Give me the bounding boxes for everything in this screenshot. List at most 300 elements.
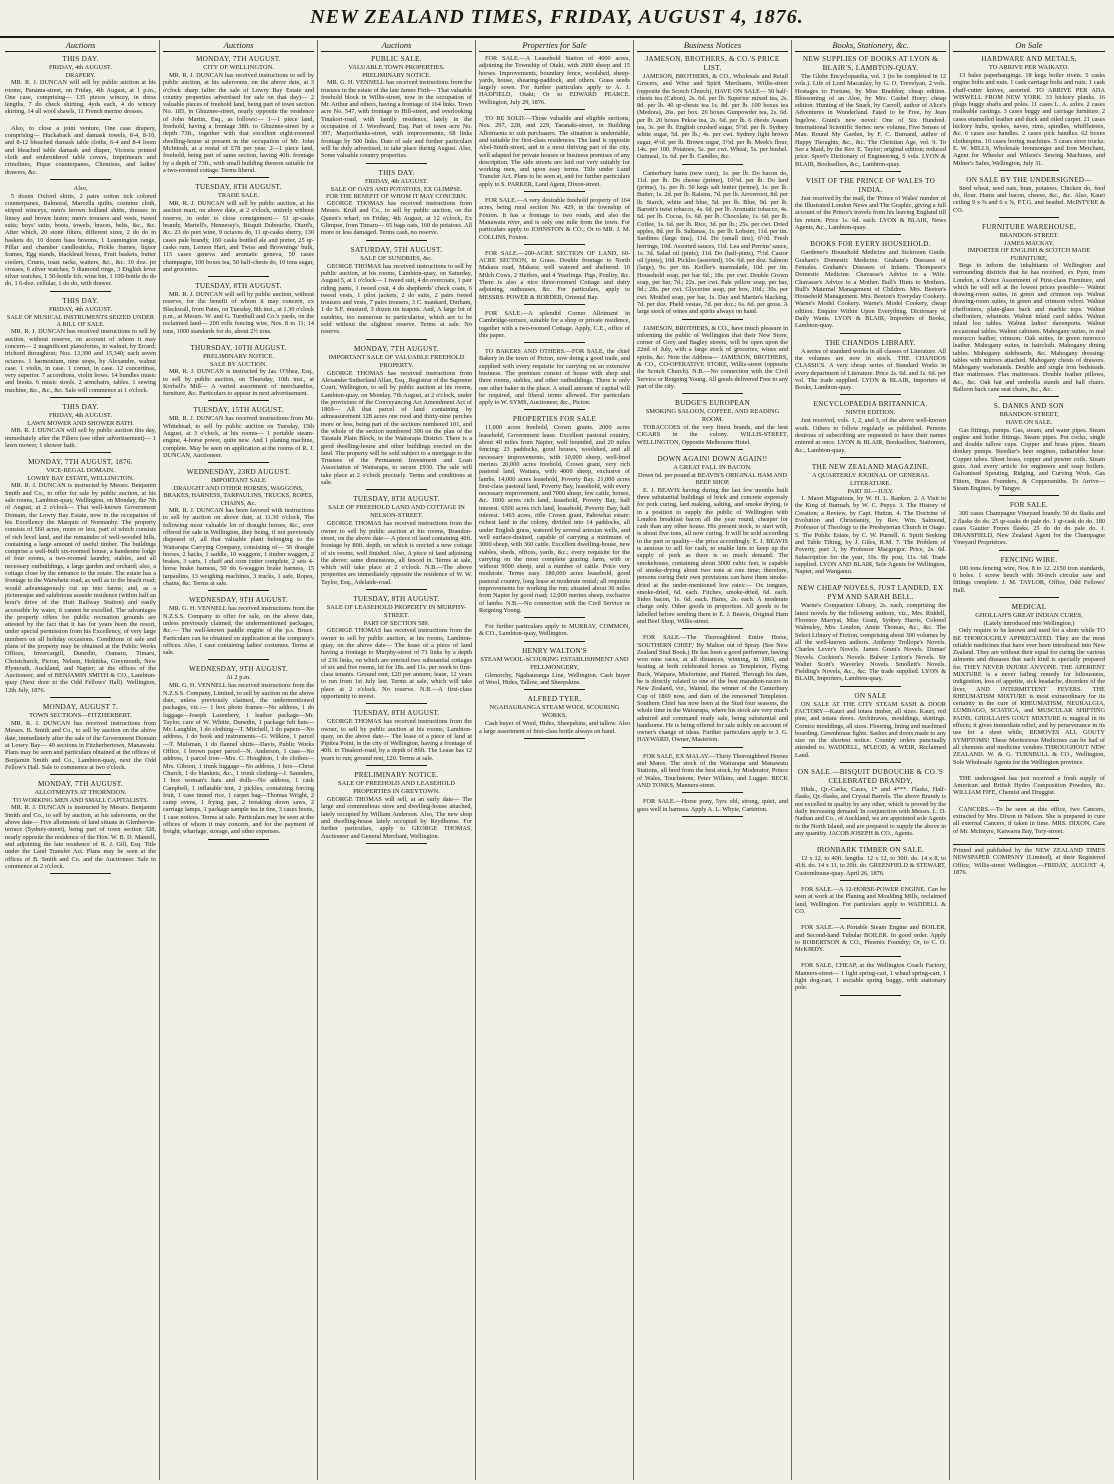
column-5	[634, 40, 792, 1480]
advertisement	[321, 55, 472, 164]
advertisement-divider	[999, 495, 1060, 496]
advertisement-title: IRONBARK TIMBER ON SALE.	[816, 846, 925, 855]
advertisement-body: CANCERS.—To be seen at this office, two Cancers, extracted by Mrs. Dixon in Nelson. She is prepared to cure all external Cancers, if taken in time. MRS. DIXON, Care of Mr. McIntyre, Kaiwarra Bay, Tory-street.	[953, 805, 1105, 835]
advertisement-divider	[840, 995, 900, 996]
advertisement	[479, 115, 630, 192]
advertisement-subtitle: FRIDAY, 4th AUGUST.	[364, 177, 429, 185]
advertisement	[795, 962, 946, 995]
advertisement-title: BOOKS FOR EVERY HOUSEHOLD.	[810, 240, 931, 249]
advertisement	[321, 771, 472, 844]
advertisement-subtitle: PRELIMINARY NOTICE.	[203, 352, 274, 360]
advertisement	[321, 495, 472, 590]
advertisement-divider	[524, 617, 584, 618]
advertisement-divider	[208, 462, 268, 463]
advertisement-divider	[208, 839, 268, 840]
advertisement	[637, 399, 788, 450]
advertisement	[479, 623, 630, 642]
advertisement-divider	[50, 697, 110, 698]
advertisement	[795, 177, 946, 235]
advertisement-divider	[840, 840, 900, 841]
advertisement-divider	[524, 244, 584, 245]
advertisement-body: FOR SALE.—A splendid Corner Allotment in Cambridge-terrace, suitable for a shop or private residence, together with a two-roomed Cottage. Apply, C.E., office of this paper.	[479, 309, 630, 339]
advertisement-divider	[524, 689, 584, 690]
column-3	[318, 40, 476, 1480]
column-heading: Business Notices	[637, 40, 788, 52]
advertisement-title: THURSDAY, 10TH AUGUST.	[190, 343, 287, 352]
advertisement	[163, 468, 314, 591]
advertisement-title: TUESDAY, 8TH AUGUST.	[195, 282, 282, 291]
advertisement-body: 1. Maori Migrations, by W. H. L. Ranken. 2. A Visit to the King of Burmah, by W. C. Pepys. 3. The History of Creation; a Review, by Capt. Hutton. 4. The Doctrine of Evolution and Christianity, by Rev. Wm. Salmond, Professor of Theology to the Presbyterian Church in Otago. 5. The Public Estate, by C. W. Purnell. 6. Spirit Seeking and Table Tilting, by J. Giles, R.M. 7. The Problem of Poverty, part 3, by Professor Macgregor. Price, 2s. 6d. Subscription for the year, 10s. By post, 11s. 6d. Trade supplied. LYON AND BLAIR, Sole Agents for Wellington, Napier, and Wanganui.	[795, 495, 946, 576]
advertisement-subtitle: SALE OF FREEHOLD LAND AND COTTAGE IN NELSON-STREET.	[328, 504, 465, 520]
advertisement	[953, 775, 1105, 801]
advertisement-subtitle: VICE-REGAL DOMAIN.	[46, 467, 115, 475]
column-2	[160, 40, 318, 1480]
advertisement-divider	[50, 291, 110, 292]
advertisement-title: HENRY WALTON'S	[522, 646, 587, 655]
advertisement	[479, 55, 630, 110]
advertisement-subtitle: SALE OF SUNDRIES, &c.	[360, 254, 433, 262]
advertisement-heading-line: JAMES MACKAY,	[1004, 240, 1054, 248]
advertisement-body: GEORGE THOMAS has received instructions from Alexander Sutherland Allan, Esq., Registrar of the Supreme Court, Wellington, to sell by public auction at his rooms, Lambton-quay, on Monday, 7th August, at 2 o'clock, under the provisions of the Conveyancing Act Amendment Act of 1869— All that parcel of land containing by admeasurement 128 acres one rood and thirty-nine perches more or less, being part of the sections numbered 101, and the whole of the section numbered 306 on the plan of the Taratahi Plain Block, in the Wairarapa District. There is a good dwelling-house and other buildings erected on the land. The property will be sold subject to a mortgage to the Trustees of the Permanent Investment and Loan Association of Wairarapa, to secure £930. The sale will take place at 2 o'clock precisely. Terms and conditions at sale.	[321, 369, 472, 487]
advertisement-divider	[999, 550, 1060, 551]
advertisement-body: MR. R. J. DUNCAN will sell by public auction at his rooms, Panama-street, on Friday, 4th August, at 1 p.m., One case, comprising— 135 pieces wincey, in dress lengths, 7 do check shirting, 4yds each, 4 do wincey skirting, 14 all wool shawls, 11 French merino dresses.	[5, 79, 156, 116]
advertisement-title: ON SALE BY THE UNDERSIGNED—	[966, 175, 1092, 184]
column-1	[2, 40, 160, 1480]
advertisement-heading-line: HAVE ON SALE.	[1005, 419, 1053, 427]
advertisement-body: MR. G. H. VENNELL has received instructions from the N.Z.S.S. Company, Limited, to sell by auction on the above date, unless previously claimed, the undermentioned packages, viz.:— 1 box photo frames—No address, 1 do luggage—Joseph Lazenbery, 1 leather package—Mr. Taylor, care of W. Whitte, Dunedin, 1 package felt hats—Mr. Laughlin, 1 do clothing—T. Mitchell, 1 do papers—No address, 1 do book and instruments—G. Wilkins, 1 parcel—T. Mulsman, 1 do flannel shirts—Davis, Public Works Office, 1 brown paper parcel—N. Anderson, 1 case—No address, 1 parcel iron—Mrs. C. Houghton, 1 do clothes—Mrs. Gibson, 1 trunk luggage—No address, 1 box—Christ Church, 1 do blankets, &c., 1 trunk clothing—J. Saunders, 1 box woman's hats and dolls—No address, 1 cask Campbell, 1 inflatable tent, 2 pickles, containing forcing fruit, 1 case tinned rice, 1 carpet bag—Thomas Wright, 2 camp ovens, 1 frying pan, 2 breaking down saws, 2 carriage lamps, 1 package sample tea in tins, 3 cases boots, 1 case notices. Terms at sale. Particulars may be seen at the offices of whom it may concern, and for the payment of freight, wharfage, storage, and other expenses.	[163, 682, 314, 836]
advertisement-body: 12 x 12, to 40ft. lengths. 12 x 12, to 30ft. do. 14 x 8, to 41ft. do. 14 x 11, to 20ft. do. GREENFIELD & STEWART, Customhouse-quay. April 26, 1876.	[795, 855, 946, 877]
advertisement-body: MR. R. J. DUNCAN will sell by public auction, at his auction mart, on above date, at 2 o'clock, entirely without reserve, in order to close consignment— 51 qr-casks brandy, Martell's, Hennessy's, Bisquit Dubouche, Otard's, &c. 23 do port wine, 9 octaves do, 11 qr-casks sherry, 130 cases pale brandy, 160 casks bottled ale and porter, 25 qr-casks rum, Lemon Hart, and Twiss and Brownings' bulk, 115 cases geneva and aromatic geneva, 50 cases champagne, 100 boxes tea, 50 half-chests do, 10 tons sugar, and groceries.	[163, 200, 314, 273]
advertisement	[479, 415, 630, 618]
advertisement-title: THE NEW ZEALAND MAGAZINE.	[811, 462, 930, 471]
advertisement	[953, 176, 1105, 218]
advertisement	[795, 400, 946, 457]
advertisement-subtitle: A QUARTERLY JOURNAL OF GENERAL LITERATURE.	[812, 471, 929, 487]
advertisement	[479, 695, 630, 739]
advertisement-title: TUESDAY, 8TH AUGUST.	[195, 183, 282, 192]
advertisement	[953, 55, 1105, 171]
advertisement-body: Only require to be known and used for a short while TO BE THOROUGHLY APPRECIATED. They are the most reliable medicines that have ever been introduced into New Zealand. They are without their equal for curing the various ailments and diseases that each kind is specially prepared for. THEY NEVER INJURE ANYONE. THE APERIENT MIXTURE is a never failing remedy for biliousness, indigestion, loss of appetite, sick headache, disorders of the liver, AND INTERMITTENT FEVERS. THE RHEUMATISM MIXTURE is most extraordinary for its certainty in the cure of RHEUMATISM, NEURALGIA, LUMBAGO, SCIATICA, and MUSCULAR SHIFTING PAINS. GHOLLAH'S GOUT MIXTURE is magical in its effects; it gives immediate relief, and by perseverance in its use for a short while, REMOVES ALL GOUTY SYMPTOMS! These Meritorious Medicines can be had of all chemists and medicine vendors THROUGHOUT NEW ZEALAND. W. & G. TURNBULL & CO., Wellington, Sole Wholesale Agents for the Wellington province.	[953, 627, 1105, 766]
advertisement	[795, 240, 946, 333]
advertisement	[795, 55, 946, 172]
advertisement-body: GEORGE THOMAS has received instructions from the owner to sell by public auction, at his rooms, Lambton-quay, on the above date— The lease of a piece of land having a frontage to Murphy-street of 71 links by a depth of 236 links, on which are erected two substantial cottages of six and five rooms, let for 18s. and 11s. per week to first-class tenants. Ground rent, £20 per annum; lease, 12 years to run from 1st July last. Terms at sale, which will take place at 2 o'clock. No reserve. N.B.—A first-class opportunity to invest.	[321, 627, 472, 700]
advertisement-heading-line: PART OF SECTION 589.	[363, 620, 430, 628]
advertisement-divider	[840, 956, 900, 957]
advertisement-body: JAMESON, BROTHERS, & CO., Wholesale and Retail Grocers, and Wine and Spirit Merchants, Willis-street (opposite the Scotch Church), HAVE ON SALE— 50 half-chests tea (Cabon), 2s. 6d. per lb. Superior mixed tea, 2s. 8d. per lb. 40 qr-chests tea 1s. 8d. per lb. 100 boxes tea (Medora), 26s. per box. 20 boxes Gunpowder tea, 2s. 6d. per lb. 20 boxes Pekoe tea, 2s. 6d. per lb. 6 chests Assam tea, 3s. per lb. English crushed sugar, 5½d. per lb. Sydney white sugar, 5d. per lb.; 4s. per cwt. Sydney light brown sugar, 4½d. per lb. Brown sugar, 3½d. per lb. Meek's flour, 14s. per 100. Potatoes, 5s. per cwt. Wheat, 5s. per bushel. Oatmeal, 1s. 6d. per lb. Candles, &c.	[637, 73, 788, 161]
advertisement-body: Also, to close a joint venture, One case drapery, comprising— Huckaback and damask towels, 8-4, 8-10, and 8-12 bleached damask table cloths, 6-4 and 8-4 loom and bleached table damask and diaper, Victoria printed cloth and embroidered table covers, Imprimeurs and crinolines, Pique counterpanes, Chemises, and ladies' drawers, &c.	[5, 124, 156, 176]
advertisement-body: Gas fittings, pumps. Gas, steam, and water pipes. Steam engine and boiler fittings. Steam pipes. Pot cocks, single and double tallow cups. Copper and brass pipes. Steam donkey pumps. Steedier's beer engines, indiarubber hose. Copper tubes. Sheet brass, copper and pewter coils. Steam guns. And every article for engineers and soap boilers. Galvanised Spouting, Ridging, and Curving Work. Gas Fitters, Brass Founders, & Coppersmiths. To Arrive—Steam Engines, by Tangye.	[953, 426, 1105, 492]
advertisement-body: GEORGE THOMAS has received instructions from the owner to sell by public auction at his rooms, Brandon-street, on the above date— A piece of land containing 40ft. frontage by 80ft. depth, on which is erected a new cottage of six rooms, well finished. Also, A piece of land adjoining the above; same dimensions, all fenced in. Terms at sale, which will take place at 2 o'clock. N.B.—The above properties are immediately opposite the residence of W. W. Taylor, Esq., Adelaide-road.	[321, 520, 472, 586]
advertisement-title: ON SALE.—BISQUIT DUBOUCHE & CO.'S CELEBRATED BRANDY,	[797, 768, 944, 786]
advertisement	[321, 709, 472, 766]
advertisement-divider	[999, 597, 1060, 598]
advertisement-divider	[840, 578, 900, 579]
advertisement-title: ENCYCLOPAEDIA BRITANNICA.	[813, 400, 928, 409]
advertisement-title: MEDICAL	[1011, 602, 1047, 611]
advertisement-title: NEW CHEAP NOVELS, JUST LANDED, EX PYM AND SARAH BELL.	[797, 584, 944, 602]
advertisement-heading-line: SALE OF MUSICAL INSTRUMENTS SEIZED UNDER A BILL OF SALE.	[6, 313, 155, 329]
advertisement	[637, 455, 788, 629]
advertisement-body: ON SALE AT THE CITY STEAM SASH & DOOR FACTORY—Kauri and totara timber, all sizes. Kauri, red pine, and totara doors. Architraves, mouldings, skirtings. Cornice mouldings, all sizes. Flooring, lining and machined boarding. Greenhouse lights. Sashes and doors made to any size on the shortest notice. Country orders punctually attended to. WADDELL, M'LEOD, & WEIR, Reclaimed Land.	[795, 700, 946, 759]
advertisement-divider	[999, 170, 1060, 171]
advertisement-subtitle: FRIDAY, 4th AUGUST.	[48, 64, 113, 71]
advertisement-subtitle: IMPORTANT SALE	[211, 477, 266, 485]
advertisement	[795, 886, 946, 919]
column-heading: On Sale	[953, 40, 1105, 52]
advertisement-title: BUDGE'S EUROPEAN	[675, 399, 750, 408]
advertisement-subtitle: SMOKING SALOON, COFFEE, AND READING ROOM.	[645, 408, 780, 424]
advertisement-divider	[524, 191, 584, 192]
advertisement	[795, 924, 946, 957]
advertisement	[479, 348, 630, 410]
advertisement-heading-line: PART III.—JULY.	[847, 487, 894, 495]
advertisement-title: HARDWARE AND METALS,	[981, 55, 1077, 63]
advertisement-subtitle: STEAM WOOL-SCOURING ESTABLISHMENT AND FELLMONGERY,	[480, 655, 629, 671]
advertisement-body: Glenorchy, Ngahauranga Line, Wellington. Cash buyer of Wool, Hides, Tallow, and Sheepskins.	[479, 671, 630, 687]
advertisement-body: MR. R. J. DUNCAN is instructed by Messrs. Benjamin Smith and Co., to offer for sale by public auction, at his sale rooms, Lambton-quay, Wellington, on Monday, the 7th of August, at 2 o'clock— That well-known Government Domain, the Lowry Bay Estate, now in the occupation of his Excellency the Marquis of Normanby. The property consists of 560 acres, more or less, part of which consists of rich level land, and the remainder of well-wooded hills, containing a large amount of useful timber. The buildings comprise a well-built six-roomed house, a handsome lodge of four rooms, a two-roomed laundry, stables, and all necessary outbuildings, a large garden and orchard; also, a cottage close by the entrance to the estate. The estate has a frontage to the Waiwhetu road, as well as to the beach road; would advantageously cut up into farms; and, as a picturesque and salubrious seaside residence (within half an hour's drive of the Hutt Railway Station) and easily accessible by water, it cannot be excelled. The advantages the property offers for public recreation grounds are attested by the fact that it has for years been the resort, under special permission from his Excellency, of very large numbers on all holiday occasions. Conditions of sale and plans of the property may be obtained at the Public Works Offices, Invercargill, Dunedin, Oamaru, Timaru, Christchurch, Picton, Nelson, Hokitika, Greymouth, New Plymouth, Auckland, and Napier; at the offices of the Auctioneer, and of BENJAMIN SMITH & CO., Lambton-quay (Next door to the Odd Fellows' Hall). Wellington, 12th July, 1876.	[5, 482, 156, 694]
advertisement-subtitle: SALE OF LEASEHOLD PROPERTY IN MURPHY-STREET.	[326, 604, 467, 620]
advertisement-heading-line: SALE OF OATS AND POTATOES, EX GLIMPSE.	[330, 185, 463, 193]
advertisement-body: Hhds., Qr.-Casks, Cases, 1* and 4***. Flasks, Half-flasks, Qr.-flasks, and Crystal Barrels. The above Brandy is not excelled in quality by any other, which is proved by the daily increasing demand. In conjunction with Messrs. L. D. Nathan and Co., of Auckland, we are appointed sole Agents in the North Island, and are prepared to supply the above in any quantity. JACOB JOSEPH & CO., Agents.	[795, 786, 946, 837]
advertisement-title: THIS DAY.	[62, 402, 99, 411]
advertisement	[163, 183, 314, 277]
advertisement-title: S. DANKS AND SON	[993, 402, 1065, 411]
advertisement	[5, 125, 156, 180]
advertisement-body: FOR SALE.—Horse pony, 5yrs old, strong, quiet, and goes well in harness. Apply A. L. Whyte, Carterton.	[637, 798, 788, 813]
advertisement	[321, 246, 472, 340]
advertisement-subtitle: ALLOTMENTS AT THORNDON.	[34, 789, 127, 797]
advertisement-subtitle: BRANDON-STREET.	[999, 232, 1059, 240]
advertisement-divider	[524, 342, 584, 343]
advertisement-divider	[208, 276, 268, 277]
column-4	[476, 40, 634, 1480]
advertisement-divider	[366, 339, 426, 340]
advertisement-body: GEORGE THOMAS has received instructions from the owner, to sell by public auction at his rooms, Lambton-quay, on the above date— The lease of a piece of land at Pipitea Point, in the city of Wellington, having a frontage of 40ft. to Tinakori-road, by a depth of 86ft. The Lease has 12 years to run; ground rent, £20. Terms at sale.	[321, 718, 472, 762]
advertisement-body: 5 dozen Oxford shirts, 2 pairs cotton tick colored counterpanes, Balmoral, Marcella quilts, costume cloth, striped winceys, men's brown holland shirts, dresses in linsey and brown lustre; men's trousers and vests, tweed suits; boys' suits, boots, towels, braces, belts, &c., &c. After which, 20 stone filters, different sizes, 2 do do in baskets do, 10 dozen bass brooms, 1 Leamington range, Pillar and chamber candlesticks, Pickle frames, liquor frames, Egg stands, blacklead boxes, Fruit baskets, butter coolers, Cruets, toast racks, waiters, &c., &c. 10 doz. jet crosses, 6 silver watches, 5 diamond rings, 3 English lever silver watches, 1 50-bottle fch. wine bin, 1 100-bottle do do do, 1 6-doz. cellular, 1 do do, with drawer.	[5, 192, 156, 288]
advertisement-body: 300 cases Champagne Vineyard brandy. 50 do flasks and 2 flasks do do. 25 qr-casks do pale do. 1 qr-cask do do. 180 cases Gautier Freres flasks. 25 do do do pale do. J. DRANSFIELD, New Zealand Agent for the Champagne Vineyard Proprietors.	[953, 510, 1105, 547]
advertisement-subtitle: TO ARRIVE PER WAIKATO.	[988, 64, 1070, 71]
advertisement-title: FOR SALE.	[1009, 501, 1049, 510]
advertisement-body: Gardener's Household Medicine and Sickroom Guide. Graham's Domestic Medicine. Graham's Diseases of Females. Graham's Diseases of Infants. Thompson's Domestic Medicine. Chavasse's Advice to a Wife. Chavasse's Advice to a Mother. Bull's Hints to Mothers. Bull's Maternal Management of Children. Mrs. Beeton's Household Management. Mrs. Beeton's Everyday Cookery. Warne's Model Cookery. Warne's Model Cookery, cheap edition. Enquire Within Upon Everything. Dictionary of Daily Wants. LYON & BLAIR, Importers of Books, Lambton-quay.	[795, 249, 946, 330]
advertisement-divider	[840, 918, 900, 919]
advertisement-heading-line: (Lately introduced into Wellington,)	[983, 619, 1075, 627]
advertisement	[321, 595, 472, 704]
advertisement-title: PUBLIC SALE.	[371, 55, 422, 63]
advertisement-divider	[208, 659, 268, 660]
column-heading: Auctions	[5, 40, 156, 52]
advertisement-title: DOWN AGAIN! DOWN AGAIN!!	[657, 455, 768, 464]
advertisement-body: 100 tons fencing wire, Nos. 8 to 12. 2150 iron standards, 6 holes. 1 screw bench with 30-inch circular saw and fittings complete. J. M. TAYLOR, Office, Odd Fellows' Hall.	[953, 564, 1105, 594]
printer-imprint: Printed and published by the NEW ZEALAND TIMES NEWSPAPER COMPANY (Limited), at their Registered Office, Willis-street Wellington.—FRIDAY, AUGUST 4, 1876.	[953, 844, 1105, 876]
advertisement-divider	[50, 397, 110, 398]
advertisement-title: MONDAY, 7TH AUGUST.	[353, 344, 440, 353]
advertisement-divider	[840, 171, 900, 172]
advertisement-body: Cash buyer of Wool, Hides, Sheepskins, and tallow. Also a large assortment of first-class bottle always on hand.	[479, 720, 630, 735]
advertisement-body: FOR SALE.—A Portable Steam Engine and BOILER, and Second-hand Tubular BOILER. In good order. Apply to ROBERTSON & CO., Phoenix Foundry; Or, to C. O. McKIRDY.	[795, 924, 946, 954]
advertisement-divider	[208, 590, 268, 591]
advertisement-heading-line: DRAPERY.	[65, 72, 96, 79]
advertisement-body: FOR SALE.—The Thoroughbred Entire Horse, 'SOUTHERN CHIEF,' By Malton out of Spray. (See New Zealand Stud Book.) He has been a good performer, having won nine races, at all distances, winning, in 1863, and beating at both celebrated horses as Templeton, Flying Buck, Waipara, Misfortune, and Hatred. Through his dam, he is directly related to one of the best marathon-racers in New Zealand, viz., Wainul, the winner of the Canterbury Cup of 1869 now, and dam of the renowned Templeton. Southern Chief has now been at the Stud four seasons, the whole time in the Wairarapa, where his stock are very much admired and command ready sale, being substantial and handsome. He is being offered for sale solely on account of owner's change of ideas. Further particulars apply to J. G. HAYWARD, Owner, Masterton.	[637, 634, 788, 744]
advertisement-heading-line: FOR THE BENEFIT OF WHOM IT MAY CONCERN.	[325, 192, 468, 200]
advertisement-divider	[366, 589, 426, 590]
advertisement-subtitle: At 2 p.m.	[226, 674, 251, 682]
advertisement-divider	[682, 319, 742, 320]
advertisement-divider	[50, 774, 110, 775]
advertisement	[795, 584, 946, 686]
advertisement-body: TO BE SOLD.—Those valuable and eligible sections, Nos. 297, 228, and 229, Taranaki-street, in Building Allotments to suit purchasers. The situation is undeniable, and suitable for first-class residences. The land is opposite Abel-Smith-street, and in a most thriving part of the city, well adapted for private houses or business premises of any description. The side streets are laid out very suitably for working men, and upon easy terms. Title under Land Transfer Act. Plans to be seen at, and for further particulars apply to S. PARKER, Land Agent, Dixon-street.	[479, 115, 630, 188]
advertisement-subtitle: FRIDAY, 4th AUGUST.	[48, 411, 113, 419]
advertisement	[953, 223, 1105, 397]
advertisement-body: MR. R. J. DUNCAN has received instructions to sell by public auction, at his salerooms, on the above date, at 3 o'clock sharp (after the sale of Lowry Bay Estate and country properties advertised for sale on that day)— 2 valuable pieces of freehold land, being part of town section No. 185, in Ghuznee-street, nearly opposite the residence of John Martin, Esq., as follows:— 1—1 piece land, freehold, having a frontage 38ft. to Ghuznee-street by a depth 73ft., together with that excellent eight-roomed dwelling-house at present in the occupation of Mr. John McIntosh, at a rental of £78 per year. 2—1 piece land, freehold, being part of same section, having 40ft. frontage by a depth of 73ft., with small building thereon suitable for a two-roomed cottage. Terms liberal.	[163, 72, 314, 174]
column-heading: Auctions	[163, 40, 314, 52]
advertisement-divider	[999, 800, 1060, 801]
advertisement-body: MR. R. J. DUNCAN will sell by public auction, without reserve, for the benefit of whom it may concern, ex Blackwall, from Pates, on Tuesday, 8th inst., at 1.30 o'clock p.m., at Messrs. W. and G. Turnbull and Co.'s yards, on the reclaimed land— 200 rolls fencing wire, Nos. 8 to 11; 14 tons, 1000 standards for do, about 2½ tons.	[163, 291, 314, 335]
advertisement-body: GEORGE THOMAS will sell, at an early date— The large and commodious store and dwelling-house attached, lately occupied by William Anderson. Also, The new shop and dwelling-house lately occupied by Reydborne. For further particulars, apply to GEORGE THOMAS, Auctioneer and General Merchant, Wellington.	[321, 796, 472, 840]
advertisement-body: Seed wheat, seed oats, bran, potatoes. Chicken do, feed do, flour. Hams and bacon, cheese, &c., &c. Also, Kauri ceiling 9 x ⅝ and 6 x ⅝, P.T.G. and beaded. McINTYRE & CO.	[953, 184, 1105, 214]
advertisement-title: ALFRED TYER,	[527, 695, 582, 704]
advertisement	[321, 169, 472, 241]
advertisement-heading-line: SALE BY AUCTION.	[210, 360, 267, 368]
advertisement-title: FURNITURE WAREHOUSE,	[981, 223, 1077, 232]
advertisement-title: PRELIMINARY NOTICE.	[354, 771, 439, 780]
advertisement-divider	[50, 452, 110, 453]
advertisement	[5, 780, 156, 874]
advertisement-subtitle: A GREAT FALL IN BACON.	[673, 464, 752, 472]
advertisement-body: FOR SALE.—200-ACRE SECTION OF LAND, 60-ACRE SECTION, in Grass. Double frontage to North Makara road, Makara; well watered and sheltered. 10 Milch Cows, 2 Heifers, and 4 Yearlings. Pigs, Poultry, &c. There is also a nice three-roomed Cottage and dairy adjoining, outhouses, &c. For particulars, apply to MESSRS. POWER & BORDER, Oriental Bay.	[479, 249, 630, 301]
advertisement-divider	[366, 163, 426, 164]
advertisement	[5, 55, 156, 120]
advertisement-title: WEDNESDAY, 9TH AUGUST.	[188, 665, 289, 674]
column-heading: Books, Stationery, &c.	[795, 40, 946, 52]
advertisement-body: MR. R. J. DUNCAN is instructed by Messrs. Benjamin Smith and Co., to sell by auction, at his salerooms, on the above date— Five allotments of land situate in Glenbervie-terrace (Sydney-street), being part of town section 328, nearly opposite the residence of the Hon. W. B. D. Mantell, and adjoining the late residence of R. J. Gill, Esq. Title under the Land Transfer Act. Plans may be seen at the offices of B. Smith and Co. and the Auctioneer. Sale to commence at 2 o'clock.	[5, 804, 156, 870]
advertisement-body: Just received, vols. 1, 2, and 3, of the above well-known work. Others to follow regularly as published. Persons desirous of subscribing are requested to have their names entered at once. LYON & BLAIR, Booksellers, Stationers, &c., Lambton-quay.	[795, 417, 946, 454]
advertisement	[795, 768, 946, 841]
advertisement-heading-line: LOWRY BAY ESTATE, WELLINGTON.	[27, 475, 134, 483]
advertisement-title: JAMESON, BROTHERS, & CO.'S PRICE LIST.	[645, 55, 780, 72]
advertisement-subtitle: BRANDON-STREET,	[999, 411, 1059, 419]
advertisement-subtitle: GHOLLAH'S GREAT INDIAN CURES,	[975, 611, 1083, 619]
advertisement-heading-line: Down 6d. per pound at BEAVIS'S ORIGINAL HAM AND BEEF SHOP.	[638, 472, 787, 487]
column-7	[950, 40, 1108, 1480]
advertisement-divider	[840, 880, 900, 881]
advertisement-body: 13 bales paperhangings. 18 kegs boiler rivets. 5 casks engine bolts and nuts. 1 cask carriage bolts and nuts. 1 cask chaff-cutter knives, assorted. TO ARRIVE PER ADA WISWELL FROM NEW YORK. 33 hickory planks. 16 plugs buggy shafts and poles. 11 cases L. A. axles. 2 cases malleable castings. 3 cases buggy and carriage furniture. 2 cases enamelled leather and duck and oiled carpet. 21 cases hickory hubs, spokes, naves, rims, spindles, whiffletrees, &c. 6 cases axe handles. 2 cases pick handles. 62 boxes clothespins. 10 cases boring machines. 5 cases store trucks. E. W. MILLS, Wholesale Ironmonger and Iron Merchant, Agent for Wheeler and Wilson's Sewing Machines, and Milner's Safes, Wellington, July 31.	[953, 72, 1105, 167]
advertisement-body: GEORGE THOMAS has received instructions from Messrs. Krull and Co., to sell by public auction, on the Queen's wharf, on Friday, 4th August, at 12 o'clock, Ex Glimpse, from Timaru— 65 bags oats, 160 do potatoes. All more or less damaged. Terms cash, no reserve.	[321, 200, 472, 237]
advertisement-body: For further particulars apply to MURRAY, COMMON, & CO., Lambton-quay, Wellington.	[479, 623, 630, 638]
advertisement-divider	[682, 393, 742, 394]
column-heading: Auctions	[321, 40, 472, 52]
advertisement-divider	[524, 641, 584, 642]
advertisement-title: ON SALE	[854, 691, 887, 700]
advertisement-divider	[524, 409, 584, 410]
advertisement	[479, 310, 630, 343]
advertisement-body: GEORGE THOMAS has received instructions to sell by public auction, at his rooms, Lambton-quay, on Saturday, August 5, at 1 o'clock— 1 tweed suit, 4 do overcoats, 1 pair riding pants, 1 tweed coat, 4 do shepherds' check coats, 6 tweed vests, 1 pilot jackets, 2 do suits, 2 pairs tweed trousers and vests, 7 pairs trousers, 3 C. mankard, Durham, 1 do S.F. mustard, 3 dozen tin teapots. And, A large lot of sundries, too numerous to particularise, which are to be sold without the slightest reserve. Terms at sale. No reserve.	[321, 262, 472, 336]
advertisement	[163, 665, 314, 839]
advertisement-body: MR. G. H. VENNELL has received instructions from the trustees in the estate of the late James Firth— That valuable freehold block in Willis-street, now in the occupation of Mr. Arthur and others, having a frontage of 164 links. Town acre No. 547, with frontage to Hill-street, and overlooking Tinakori-road, with family residence, lately in the occupation of J. Woodward, Esq. Part of town acre No. 397, Marjoribanks-street, with improvements; 68 links frontage by 500 links. Date of sale and further particulars will be duly advertised, to take place during August. Also, Some valuable country properties.	[321, 79, 472, 160]
advertisement-divider	[840, 333, 900, 334]
advertisement-subtitle: SALE OF FREEHOLD AND LEASEHOLD PROPERTIES IN GREYTOWN.	[338, 780, 455, 796]
advertisement-subtitle: FRIDAY, 4th AUGUST.	[48, 305, 113, 313]
advertisement-divider	[999, 396, 1060, 397]
advertisement-subtitle: NINTH EDITION.	[845, 409, 896, 417]
advertisement-body: JAMESON, BROTHERS, & CO., have much pleasure in informing the public of Wellington that their New Store, corner of Grey and Bagley streets, will be open upon the 22nd of July, with a large stock of groceries, wines and spirits, &c. Note the Address— JAMESON, BROTHERS, & CO., CO-OPERATIVE STORE, Willis-street (opposite the Scotch Church). N.B.—No connection with the Civil Service or Reigning Young. All goods delivered Free to any part of the city.	[637, 324, 788, 390]
advertisement	[637, 170, 788, 320]
advertisement	[795, 339, 946, 396]
advertisement-divider	[366, 703, 426, 704]
advertisement-body: Warne's Companion Library, 2s. each, comprising the latest novels by the following authors, viz., Mrs. Riddell, Florence Marryat, Miss Grant, Sydney Harris, Colonel Walmsley, Mrs. Loudon, Annie Thomas, &c., &c. The Select Library of Fiction, comprising about 300 volumes by all the well-known authors. Anthony Trollope's Novels. Charles Lever's Novels. James Grant's Novels. Dumas' Novels. Cockton's Novels. Bulwer Lytton's Novels. Sir Walter Scott's Waverley Novels. Smollett's Novels. Fielding's Novels, &c., &c. The trade supplied. LYON & BLAIR, Importers, Lambton-quay.	[795, 602, 946, 683]
advertisement-divider	[208, 400, 268, 401]
advertisement-title: TUESDAY, 8TH AUGUST.	[353, 709, 440, 718]
advertisement-divider	[366, 765, 426, 766]
advertisement-body: MR. R. J. DUNCAN has been favored with instructions to sell by auction on above date, at 11.30 o'clock, The following most valuable lot of draught horses, &c., ever offered for sale in Wellington, they being, if not previously disposed of, all that valuable plant belonging to the Wairarapa Carrying Company, consisting of— 56 draught horses, 2 hacks, 1 saddle, 10 waggons, 1 timber waggon, 2 brakes, 3 carts, 1 chaff and corn cutter complete, 2 sets 4-horse brake harness, 50 do 6-waggon brake harness, 15 tarpaulins, 13 weighing machines, 3 trucks, 1 safe, Ropes, chains, &c. Terms at sale.	[163, 507, 314, 588]
columns-container	[2, 40, 1112, 1480]
advertisement-divider	[50, 179, 110, 180]
advertisement	[163, 596, 314, 660]
advertisement-divider	[366, 843, 426, 844]
advertisement	[953, 806, 1105, 839]
advertisement-body: The Globe Encyclopaedia, vol. 1 (to be completed in 12 vols.). Life of Lord Macaulay, by G. O. Trevelyan, 2 vols. Hostages to Fortune, by Miss Braddon; cheap edition. Blossoming of an Aloe, by Mrs. Cashel Hoey; cheap edition. Hunting of the Snark, by Carroll, author of Alice's Adventures in Wonderland. Fated to be Free, by Jean Ingelow. Grant's new novel: One of Six Hundred. International Scientific Series: new volume, Five Senses of Man. Round My Garden, by F. C. Burnand, author of Happy Thoughts, &c., &c. The Christian Age, vol. 9. To See a Maid, by the Rev. E. Taylor; original edition; reduced price. Sport's Dictionary of Engineering, 5 vols. LYON & BLAIR, Booksellers, &c., Lambton-quay.	[795, 73, 946, 168]
advertisement-subtitle: CITY OF WELLINGTON.	[203, 64, 274, 71]
advertisement-body: TOBACCOES of the very finest brands, and the best CIGARS in the colony. WILLIS-STREET, WELLINGTON, Opposite Melbourne Hotel.	[637, 424, 788, 446]
advertisement-body: Begs to inform the inhabitants of Wellington and surrounding districts that he has received, ex Pym, from London, a Choice Assortment of First-class Furniture, and which he will sell at the lowest prices possible— Walnut drawing-room suites, in green and crimson rep. Walnut drawing-room suites, in green and crimson velvet. Walnut cheffoniers, plate-glass back and marble tops. Walnut cheffoniers, whatnots. Walnut inlaid card tables. Walnut inlaid loo tables. Walnut ladies' davenports. Walnut occasional tables. Walnut cabinets. Mahogany suites, in real morocco leather, crimson. Oak suites, in green morocco leather. Mahogany suites, in haircloth. Mahogany dining tables. Mahogany sideboards, &c. Mahogany dressing-tables with mirrors attached. Mahogany chests of drawers. Mahogany washstands. Double and single iron bedsteads. Hair mattresses. Flax mattresses. Double feather pillows, &c., &c. Oak hat and umbrella stands and hall chairs. Balloon back cane seat chairs, &c., &c.	[953, 261, 1105, 393]
advertisement-divider	[999, 217, 1060, 218]
advertisement-body: MR. R. J. DUNCAN is instructed by Jas. O'Shea, Esq., to sell by public auction, on Thursday, 10th inst., at Korbell's Mill— A varied assortment of merchandise, furniture, &c. Particulars to appear in next advertisement.	[163, 368, 314, 398]
advertisement-body: E. J. BEAVIS having during the last few months built three substantial buildings of brick and concrete expressly for pork curing, lard making, salting, and smoke drying, is in a position to supply the public of Wellington with London breakfast bacon all the year round, cheaper for cash than any other house. His present stock, to start with, is about five tons, all now curing. It will be sold according to the part or quality—the price accordingly. E. J. BEAVIS is anxious to sell for cash, to enable him to keep up the supply of pork as there is so much demand. The smokehouse, containing about 3000 cubic feet, is capable of smoke-drying about two tons at one time; therefore, persons curing their own provisions can have them smoke-dried at the under-mentioned low rates:— Ox tongues, smoke-dried, 6d. each. Fitches, smoke-dried, 6d. each. Sides bacon, 1s. 6d. each. Hams, 2s. each. A moderate charge only. Other goods in proportion. All goods to be labelled before sending them to E. J. Beavis, Original Ham and Beef Shop, Willis-street.	[637, 486, 788, 625]
advertisement-divider	[524, 738, 584, 739]
advertisement-divider	[840, 686, 900, 687]
advertisement-body: FOR SALE.—A very desirable freehold property of 164 acres, being rural section No. 429, in the township of Foxton. It has a frontage to two roads, and also the Manawatu river, and is only one mile from the town. For particulars apply to JOHNSTON & CO.; Or to MR. J. M. COLLINS, Foxton.	[479, 197, 630, 241]
advertisement-divider	[366, 489, 426, 490]
advertisement	[479, 647, 630, 691]
advertisement-title: THIS DAY.	[62, 55, 99, 63]
advertisement-title: FENCING WIRE.	[1000, 555, 1058, 564]
advertisement-divider	[840, 762, 900, 763]
advertisement-title: TUESDAY, 8TH AUGUST.	[353, 495, 440, 504]
advertisement	[321, 345, 472, 491]
advertisement-body: THE undersigned has just received a fresh supply of American and British Hydro Composition Powders, &c. WILLIAM FIFE, Chemist and Druggist.	[953, 774, 1105, 797]
advertisement	[163, 55, 314, 178]
advertisement-divider	[999, 769, 1060, 770]
advertisement-body: MR. R. J. DUNCAN has received instructions from Messrs. B. Smith and Co., to sell by auction on the above date, immediately after the sale of the Government Domain at Lowry Bay— 49 sections in Fitzherbertown, Manawatu. Plans may be seen and particulars obtained at the offices of Benjamin Smith and Co., Lambton-quay, next the Odd Fellow's Hall. Sale to commence at two o'clock.	[5, 720, 156, 771]
advertisement-divider	[524, 304, 584, 305]
advertisement-divider	[50, 873, 110, 874]
advertisement-divider	[682, 628, 742, 629]
advertisement-subtitle: Also,	[73, 184, 88, 192]
advertisement-body: FOR SALE.—A Leasehold Station of 4000 acres, adjoining the Township of Otaki, with 2600 sheep and 15 horses. Improvements, boundary fence, woolshed, sheep-yards, house, shearing-paddock, and others. Grass seeds largely sown. For further particulars apply to A. J. HADFIELD, Otaki; Or to EDWARD PEARCE. Wellington, July 29, 1876.	[479, 55, 630, 106]
advertisement-title: PROPERTIES FOR SALE	[512, 415, 597, 424]
advertisement	[637, 55, 788, 165]
advertisement-subtitle: TRADE SALE.	[217, 192, 260, 200]
advertisement	[5, 185, 156, 292]
advertisement-divider	[682, 164, 742, 165]
advertisement	[953, 501, 1105, 550]
advertisement-divider	[682, 747, 742, 748]
advertisement-body: FOR SALE, EX MALAY.—Thirty Thoroughbred Horses and Mares. The stock of the Wairarapa and Manawatu Stations, all bred from the best stock, by Moderator, Prince of Wales, Touchstone, Peter Wilkins, and Lugger. BECK AND TONKS, Manners-street.	[637, 752, 788, 789]
advertisement-heading-line: DRAUGHT AND OTHER HORSES, WAGGONS, BRAKES, HARNESS, TARPAULINS, TRUCKS, ROPES, CHAINS, &c.	[163, 485, 314, 507]
advertisement-title: VISIT OF THE PRINCE OF WALES TO INDIA.	[805, 176, 936, 194]
advertisement-body: MR. R. J. DUNCAN has received instructions from Mr. Whitehead, to sell by public auction on Tuesday, 15th August, at 3 o'clock, at his rooms— 1 portable steam-engine, 4-horse power, quite new. And 1 planing machine, complete. May be seen on application at the rooms of R. J. DUNCAN, Auctioneer.	[163, 415, 314, 459]
advertisement	[5, 403, 156, 453]
advertisement-divider	[682, 449, 742, 450]
column-heading: Properties for Sale	[479, 40, 630, 52]
advertisement-title: TUESDAY, 15TH AUGUST.	[193, 406, 284, 415]
masthead-rule	[0, 36, 1114, 38]
advertisement-divider	[840, 394, 900, 395]
advertisement-body: MR. R. J. DUNCAN will sell by public auction this day, immediately after the Filters (see other advertisement)— 1 lawn mower, 1 shower bath.	[5, 427, 156, 449]
advertisement-divider	[682, 816, 742, 817]
advertisement-body: FOR SALE, CHEAP, at the Wellington Coach Factory, Manners-street— 1 light spring-cart, 1 whaul spring-cart, 1 light dog-cart, 1 sociable spring buggy, with stationary pole.	[795, 962, 946, 992]
advertisement-divider	[840, 234, 900, 235]
advertisement-title: THIS DAY.	[62, 296, 99, 305]
masthead-title: NEW ZEALAND TIMES, FRIDAY, AUGUST 4, 1876.	[310, 6, 804, 28]
advertisement-divider	[208, 338, 268, 339]
advertisement-heading-line: TO WORKING MEN AND SMALL CAPITALISTS.	[12, 797, 149, 805]
advertisement-divider	[50, 119, 110, 120]
advertisement-title: MONDAY, AUGUST 7.	[42, 703, 119, 712]
advertisement	[163, 344, 314, 401]
advertisement	[637, 753, 788, 793]
advertisement	[5, 703, 156, 775]
advertisement	[953, 603, 1105, 770]
advertisement	[953, 402, 1105, 496]
advertisement	[637, 798, 788, 817]
advertisement	[795, 463, 946, 580]
advertisement	[637, 325, 788, 395]
advertisement-divider	[524, 109, 584, 110]
advertisement	[795, 846, 946, 881]
column-6	[792, 40, 950, 1480]
advertisement-divider	[682, 792, 742, 793]
advertisement-divider	[840, 457, 900, 458]
advertisement-title: MONDAY, 7TH AUGUST.	[37, 780, 124, 789]
advertisement	[163, 406, 314, 463]
advertisement-title: SATURDAY, 5TH AUGUST.	[350, 245, 443, 254]
advertisement-title: WEDNESDAY, 23RD AUGUST.	[186, 468, 291, 477]
advertisement-body: 11,000 acres freehold, Crown grants. 2000 acres leasehold, Government lease. Excellent pastoral country, about 40 miles from Napier, well bounded, and 20 miles fencing; 23 paddocks, good houses, woolshed, and all necessary improvements, with 10,000 sheep, well-bred merino. 20,000 acres freehold, Crown grant, very rich pastoral land, Waitara, with 4000 sheep, exclusive of lambs. 14,000 acres leasehold, Poverty Bay. 21,000 acres first-class pastoral land, Poverty Bay, leasehold, with every necessary improvement, and 7000 sheep, few cattle, horses, &c. 1600 acres rich land, leasehold, Poverty Bay, half interest. 6500 acres rich land, leasehold, Poverty Bay, half interest. 1463 acres, rifle Crown grant, Pahowhai estate; richest land in the colony, divided into 14 paddocks, all under English grass, watered by several artesian wells, and well surface-drained, capable of carrying a minimum of 3000 sheep, with 360 cattle. Excellent dwelling-house, new stables, sheds, offices, yards, &c.; every requisite for the carrying on the most complete grazing farm, with or without 9000 sheep, and a number of cattle. Price very moderate. Terms easy. 180,000 acres leasehold, good pastoral country, long lease at moderate rental; all requisite improvements for working the run; situated about 30 miles from Napier by good road; 12,000 merino sheep, exclusive of lambs. N.B.—No connection with the Civil Service or Reigning Young.	[479, 424, 630, 614]
advertisement-subtitle: IMPORTANT SALE OF VALUABLE FREEHOLD PROPERTY.	[328, 353, 465, 369]
advertisement-subtitle: VALUABLE TOWN PROPERTIES.	[348, 64, 445, 71]
advertisement	[163, 282, 314, 339]
advertisement-title: MONDAY, 7TH AUGUST, 1876.	[28, 458, 133, 467]
advertisement	[637, 634, 788, 747]
advertisement-heading-line: PRELIMINARY NOTICE.	[362, 72, 431, 79]
advertisement-heading-line: IMPORTER OF ENGLISH & SCOTCH MADE FURNITURE,	[967, 247, 1091, 262]
advertisement-heading-line: LAWN MOWER AND SHOWER BATH.	[27, 419, 134, 427]
advertisement-divider	[208, 177, 268, 178]
advertisement-body: Canterbury hams (new cure), 1s. per lb. Do bacon do, 11d. per lb. Do cheese (prime), 10½d. per lb. Do lard (prime), 1s. per lb. 50 kegs salt butter (prime), 1s. per lb. Butter, 1s. 2d. per lb. Raisins, 7d. per lb. Arrowroot, 8d. per lb. Starch, white and blue, 5d. per lb. Blue, 9d. per lb. Barrett's twist tobacco, 4s. 6d. per lb. Aromatic tobacco, 4s. 6d. per lb. Cocoa, 1s. 6d. per lb. Chocolate, 1s. 6d. per lb. Coffee, 1s. 6d. per lb. Rice, 3d. per lb.; 25s. per cwt. Dried apples, 8d. per lb. Sultanas, 1s. per lb. Lobster, 11d. per tin. Sardines (large tins), 11d. Do (small tins), 6½d. Fresh herrings, 10d. Assorted sauces, 11d. Lea and Perrins' sauce, 1s. 3d. Salad oil (pints), 11d. Do (half-pints), 7½d. Castor oil (pints), 10d. Pickles (assorted), 10s. 6d. per doz. Salmon (large), 9s. per tin. Keiller's marmalade, 10d. per tin. Household soap, per bar 6d.; 18s. per cwt. Double Crown soap, per bar, 7d.; 22s. per cwt. Pale yellow soap, per bar, 9d.; 28s. per cwt. Glycerine soap, per box, 10d.; 30s. per cwt. Mottled soap, per bar, 1s. Day and Martin's blacking, 7d. per doz. Pheld vestas, 7d. per doz.; 6s. 6d. per gross. A large stock of wines and spirits always on hand.	[637, 169, 788, 316]
advertisement-title: MONDAY, 7TH AUGUST.	[195, 55, 282, 63]
advertisement-title: THIS DAY.	[378, 168, 415, 177]
advertisement-title: NEW SUPPLIES OF BOOKS AT LYON & BLAIR'S, LAMBTON-QUAY.	[802, 55, 939, 72]
advertisement	[5, 297, 156, 398]
advertisement-title: THE CHANDOS LIBRARY.	[825, 338, 916, 347]
advertisement-subtitle: NGAHAURANGA STEAM WOOL SCOURING WORKS.	[489, 704, 620, 720]
advertisement	[479, 250, 630, 305]
advertisement	[5, 458, 156, 698]
advertisement-body: Just received by the mail, the 'Prince of Wales' number of the Illustrated London News and The Graphic, giving a full account of the Prince's travels from his leaving England till his return. Price 1s. 6d. each. LYON & BLAIR, News Agents, &c., Lambton-quay.	[795, 194, 946, 232]
advertisement-body: FOR SALE.—A 12-HORSE-POWER ENGINE. Can be seen at work at the Planing and Moulding Mills, reclaimed land, Wellington. For particulars apply to WADDELL & CO.	[795, 886, 946, 915]
advertisement-body: MR. G. H. VENNELL has received instructions from the N.Z.S.S. Company to offer for sale, on the above date, unless previously claimed, the undermentioned packages, &c.— The well-known paddle engine of the p.s. Bruce. Particulars can be obtained on application at the company's offices. Also, 1 case containing ladies' costumes. Terms at sale.	[163, 605, 314, 657]
advertisement	[795, 692, 946, 763]
advertisement-body: A series of standard works in all classes of Literature. All the volumes are now in stock. THE CHANDOS CLASSICS. A very cheap series of Standard Works in every department of Literature. Price 2s. 6d. and 1s. 6d. per vol. The trade supplied. LYON & BLAIR, Importers of Books, Lambton-quay.	[795, 347, 946, 392]
advertisement-subtitle: TOWN SECTIONS—FITZHERBERT.	[29, 712, 132, 720]
advertisement-body: MR. R. J. DUNCAN has received instructions to sell by auction, without reserve, on account of whom it may concern— 2 magnificent pianofortes, in walnut, by Errard; trichord throughout; Nos. 13,390 and 15,340; each seven octaves. 1 harmonium, nine stops, by Alexandre, walnut case. 1 violin, in case. 1 cornet, in case. 12 concertinas, very superior. 7 accordions, violin bows. 14 bundles music and books. 6 music stools. 2 armchairs, tables. 1 sewing machine, &c., &c., &c. Sale will commence at 1 o'clock.	[5, 328, 156, 394]
advertisement-divider	[366, 240, 426, 241]
advertisement-title: TUESDAY, 8TH AUGUST.	[353, 595, 440, 604]
advertisement	[479, 197, 630, 245]
advertisement-title: WEDNESDAY, 9TH AUGUST.	[188, 596, 289, 605]
advertisement-body: TO BAKERS AND OTHERS.—FOR SALE, the chief Bakery in the town of Picton, now doing a good trade, and supplied with every requisite for carrying on an extensive business. The premises consist of house with shop and three rooms, stables, and other outbuildings. There is only one other baker in the place. A small amount of capital will be required, and liberal terms allowed. For particulars apply to W. SYMS, Auctioneer, &c., Picton.	[479, 348, 630, 407]
advertisement	[953, 556, 1105, 598]
